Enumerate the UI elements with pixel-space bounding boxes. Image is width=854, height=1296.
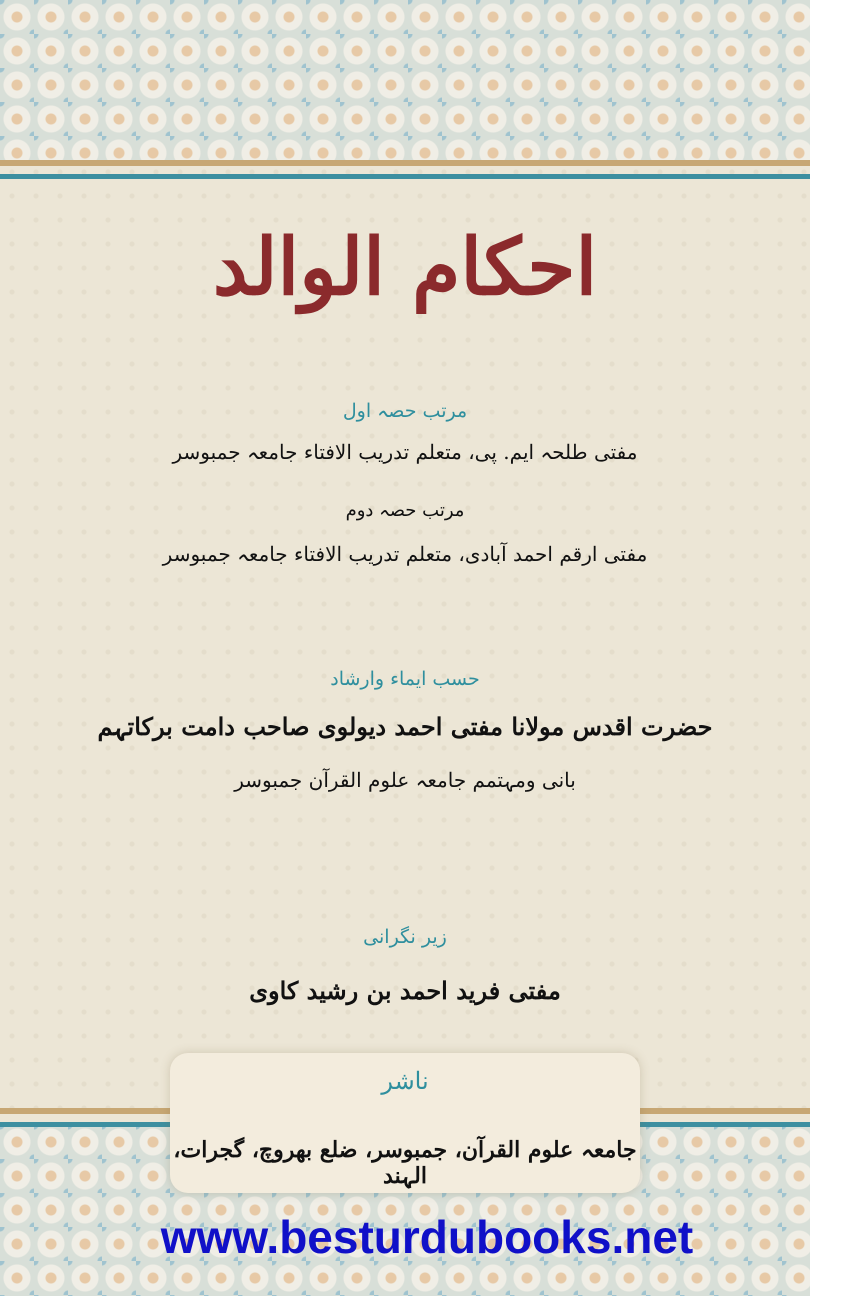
compiler-part2-name: مفتی ارقم احمد آبادی، متعلم تدریب الافتاء جامعہ جمبوسر [162, 542, 648, 566]
supervision-label: زیر نگرانی [363, 926, 447, 948]
top-gold-rule [0, 160, 810, 166]
publisher-address: جامعہ علوم القرآن، جمبوسر، ضلع بھروچ، گجرات، الہند [173, 1137, 637, 1189]
publisher-label: ناشر [381, 1067, 429, 1095]
top-ornamental-pattern [0, 0, 810, 160]
guidance-label: حسب ایماء وارشاد [330, 668, 480, 690]
compiler-part1-label: مرتب حصہ اول [342, 400, 468, 422]
compiler-part1-name: مفتی طلحہ ایم. پی، متعلم تدریب الافتاء جامعہ جمبوسر [172, 440, 638, 464]
guidance-title: بانی ومہتمم جامعہ علوم القرآن جمبوسر [234, 768, 576, 792]
compiler-part2-label: مرتب حصہ دوم [345, 500, 465, 521]
top-teal-rule [0, 174, 810, 179]
book-title: احکام الوالد [212, 222, 598, 313]
guidance-name: حضرت اقدس مولانا مفتی احمد دیولوی صاحب دامت برکاتہم [97, 712, 713, 741]
website-link[interactable]: www.besturdubooks.net [160, 1211, 694, 1263]
supervision-name: مفتی فرید احمد بن رشید کاوی [249, 976, 561, 1005]
right-margin-strip [810, 0, 854, 1296]
publisher-box [170, 1053, 640, 1193]
